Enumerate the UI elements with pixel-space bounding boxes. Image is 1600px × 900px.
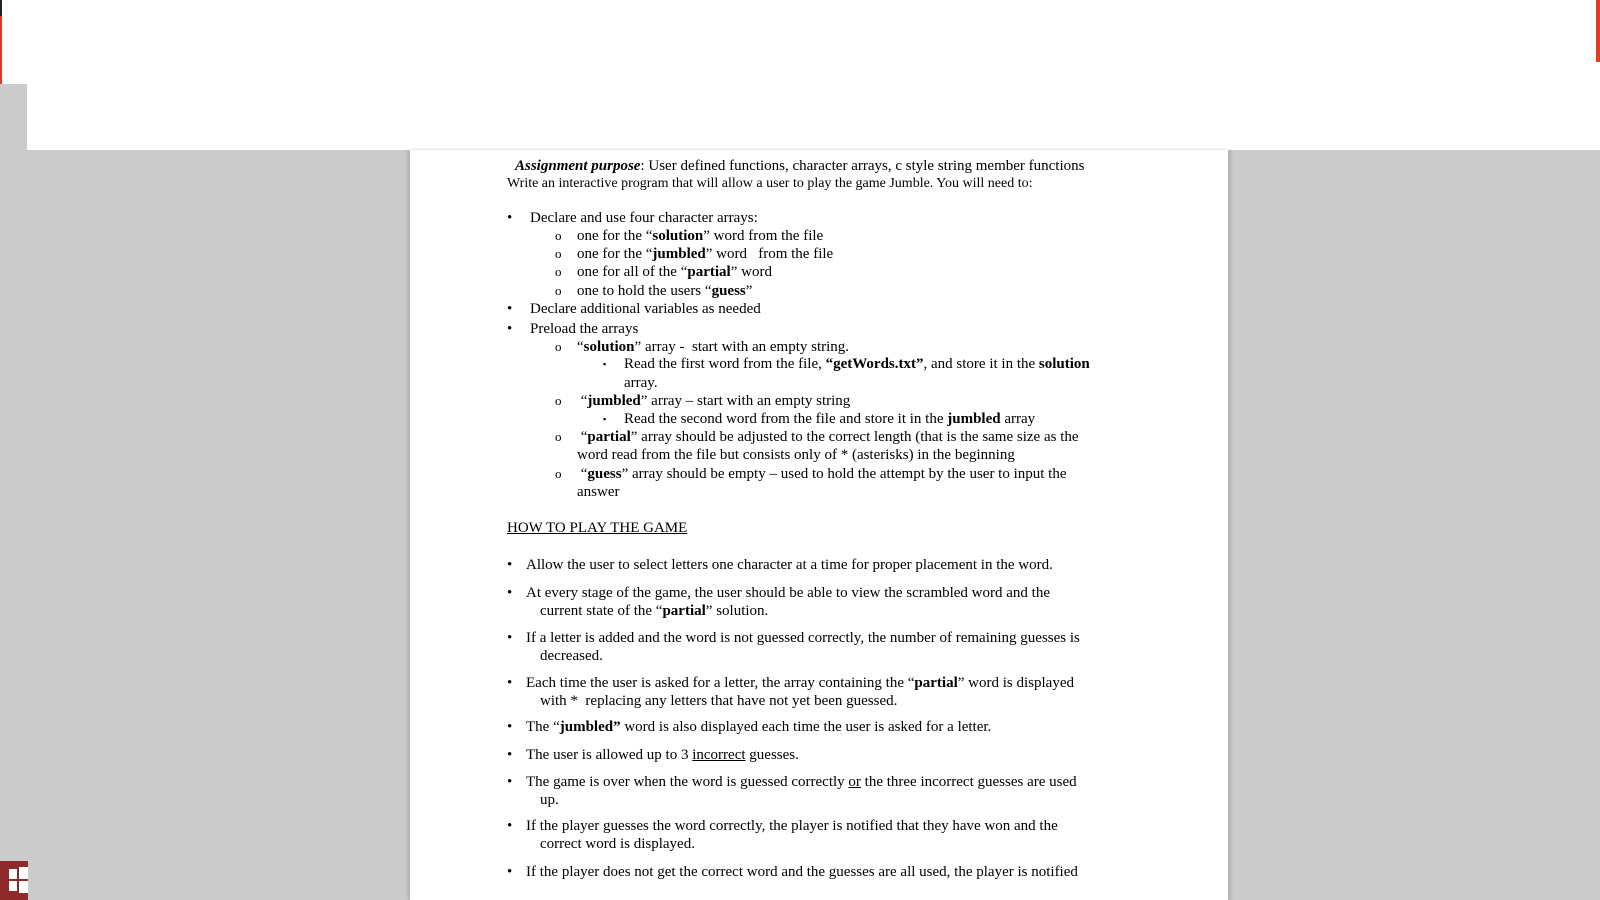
bullet-dot-icon: • bbox=[507, 818, 513, 834]
list-item: one for the “jumbled” word from the file bbox=[577, 246, 834, 262]
list-item: Read the first word from the file, “getWords.txt”, and store it in the solution bbox=[624, 356, 1090, 372]
bullet-circle-icon: o bbox=[555, 429, 562, 444]
bullet-dot-icon: • bbox=[507, 774, 513, 790]
list-item: If a letter is added and the word is not guessed correctly, the number of remaining guesses is bbox=[526, 630, 1080, 646]
bullet-circle-icon: o bbox=[555, 283, 562, 298]
list-item-continuation: correct word is displayed. bbox=[540, 836, 695, 852]
list-item: Each time the user is asked for a letter, the array containing the “partial” word is displayed bbox=[526, 675, 1074, 691]
bullet-dot-icon: • bbox=[507, 747, 513, 763]
list-item: If the player does not get the correct word and the guesses are all used, the player is notified bbox=[526, 864, 1078, 880]
viewer-top-bar bbox=[0, 0, 1600, 150]
section-heading: HOW TO PLAY THE GAME bbox=[507, 520, 688, 536]
document-page[interactable] bbox=[410, 150, 1228, 900]
intro-line: Write an interactive program that will allow a user to play the game Jumble. You will need to: bbox=[507, 176, 1033, 191]
purpose-line: Assignment purpose: User defined functions, character arrays, c style string member functions bbox=[515, 158, 1085, 174]
window-edge bbox=[0, 0, 2, 16]
list-item: Declare and use four character arrays: bbox=[530, 210, 758, 226]
bullet-circle-icon: o bbox=[555, 466, 562, 481]
list-item: The game is over when the word is guessed correctly or the three incorrect guesses are used bbox=[526, 774, 1077, 790]
bullet-dot-icon: • bbox=[507, 630, 513, 646]
bullet-square-icon: ▪ bbox=[603, 414, 607, 424]
list-item-continuation: current state of the “partial” solution. bbox=[540, 603, 769, 619]
bullet-dot-icon: • bbox=[507, 585, 513, 601]
list-item: At every stage of the game, the user should be able to view the scrambled word and the bbox=[526, 585, 1050, 601]
list-item-continuation: word read from the file but consists only of * (asterisks) in the beginning bbox=[577, 447, 1015, 463]
bullet-circle-icon: o bbox=[555, 264, 562, 279]
bullet-dot-icon: • bbox=[507, 210, 513, 226]
list-item: If the player guesses the word correctly, the player is notified that they have won and the bbox=[526, 818, 1058, 834]
bullet-dot-icon: • bbox=[507, 301, 513, 317]
list-item: “guess” array should be empty – used to hold the attempt by the user to input the bbox=[577, 466, 1067, 482]
list-item: “jumbled” array – start with an empty string bbox=[577, 393, 851, 409]
list-item: one for all of the “partial” word bbox=[577, 264, 772, 280]
list-item-continuation: array. bbox=[624, 375, 658, 391]
window-edge-accent-right bbox=[1596, 0, 1600, 62]
list-item-continuation: up. bbox=[540, 792, 559, 808]
bullet-circle-icon: o bbox=[555, 393, 562, 408]
list-item: “solution” array - start with an empty string. bbox=[577, 339, 850, 355]
bullet-dot-icon: • bbox=[507, 321, 513, 337]
list-item: The user is allowed up to 3 incorrect guesses. bbox=[526, 747, 799, 763]
list-item: Allow the user to select letters one character at a time for proper placement in the word. bbox=[526, 557, 1053, 573]
list-item: one for the “solution” word from the file bbox=[577, 228, 824, 244]
window-edge-accent bbox=[0, 16, 2, 84]
viewer-left-margin bbox=[0, 84, 27, 900]
list-item: Preload the arrays bbox=[530, 321, 639, 337]
windows-icon[interactable] bbox=[0, 861, 28, 900]
bullet-circle-icon: o bbox=[555, 246, 562, 261]
list-item-continuation: decreased. bbox=[540, 648, 603, 664]
bullet-circle-icon: o bbox=[555, 339, 562, 354]
list-item: “partial” array should be adjusted to the correct length (that is the same size as the bbox=[577, 429, 1079, 445]
list-item: one to hold the users “guess” bbox=[577, 283, 753, 299]
purpose-label: Assignment purpose bbox=[515, 158, 641, 174]
list-item: The “jumbled” word is also displayed each time the user is asked for a letter. bbox=[526, 719, 992, 735]
list-item-continuation: with * replacing any letters that have not yet been guessed. bbox=[540, 693, 898, 709]
bullet-dot-icon: • bbox=[507, 719, 513, 735]
bullet-dot-icon: • bbox=[507, 864, 513, 880]
list-item: Read the second word from the file and store it in the jumbled array bbox=[624, 411, 1036, 427]
list-item-continuation: answer bbox=[577, 484, 620, 500]
bullet-circle-icon: o bbox=[555, 228, 562, 243]
bullet-dot-icon: • bbox=[507, 557, 513, 573]
bullet-dot-icon: • bbox=[507, 675, 513, 691]
bullet-square-icon: ▪ bbox=[603, 359, 607, 369]
list-item: Declare additional variables as needed bbox=[530, 301, 761, 317]
